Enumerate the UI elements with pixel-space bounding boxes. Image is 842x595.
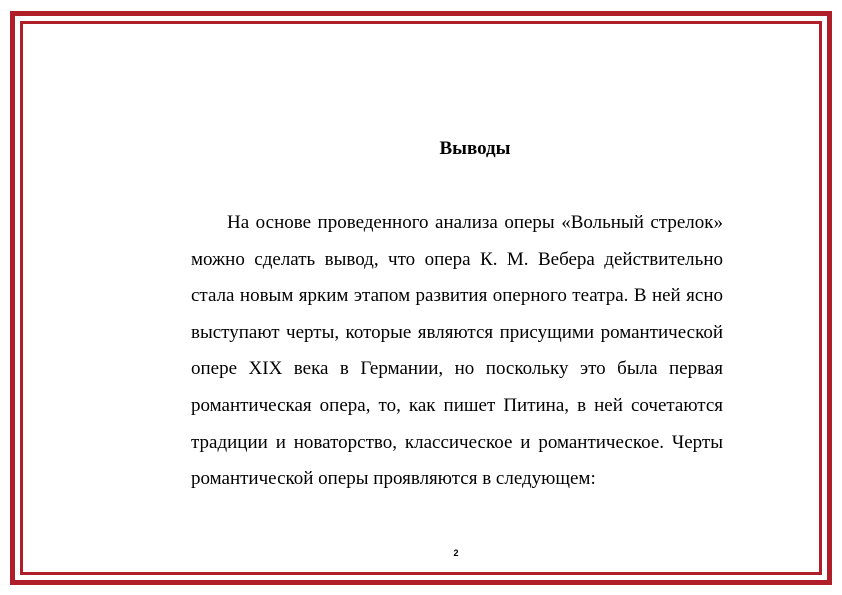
page-title: Выводы — [439, 138, 511, 159]
body-paragraph: На основе проведенного анализа оперы «Вольный стрелок» можно сделать вывод, что опера К. М. Вебера действительно стала новым ярким этапом развития оперного театра. В ней ясно выступают черты, которые являются присущими романтической опере XIX века в Германии, но поскольку это была первая романтическая опера, то, как пишет Питина, в ней сочетаются традиции и новаторство, классическое и романтическое. Черты романтической оперы проявляются в следующем: — [191, 212, 723, 490]
page-number: 2 — [453, 548, 459, 558]
